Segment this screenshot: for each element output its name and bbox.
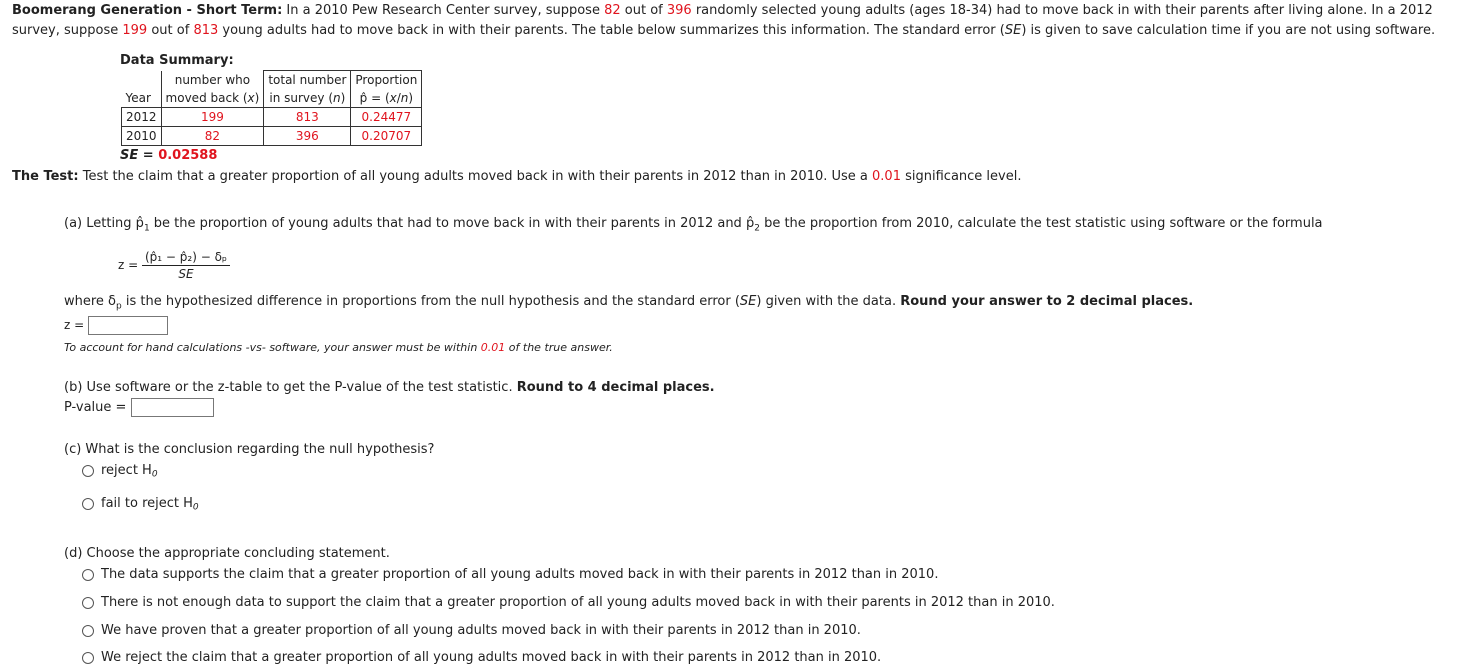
value-813: 813: [193, 23, 219, 38]
value-199: 199: [122, 23, 148, 38]
header-prop-bottom: p̂ = (x/n): [351, 89, 422, 108]
option-reject-h0[interactable]: reject H $_0$: [82, 462, 158, 480]
header-prop-top: Proportion: [351, 71, 422, 90]
tolerance-note: To account for hand calculations -vs- software, your answer must be within 0.01 of the true answer.: [64, 341, 613, 354]
alpha-value: 0.01: [872, 169, 901, 184]
z-answer-row: z =: [64, 316, 168, 335]
radio-button[interactable]: [82, 465, 94, 477]
part-a-where: where $\delta_p$ is the hypothesized difference in proportions from the null hypothesis and the standard error (SE) given with the data. Round your answer to 2 decimal places.: [64, 294, 1194, 312]
header-moved-bottom: moved back (x): [161, 89, 264, 108]
option-not-enough-data[interactable]: There is not enough data to support the claim that a greater proportion of all young adults moved back in with their parents in 2012 than in 2010.: [82, 595, 1055, 610]
option-reject-claim[interactable]: We reject the claim that a greater proportion of all young adults moved back in with their parents in 2012 than in 2010.: [82, 650, 881, 665]
problem-title: Boomerang Generation - Short Term:: [12, 3, 283, 18]
header-total-bottom: in survey (n): [264, 89, 351, 108]
radio-button[interactable]: [82, 498, 94, 510]
p-value-input[interactable]: [131, 398, 214, 417]
header-moved-top: number who: [161, 71, 264, 90]
radio-button[interactable]: [82, 597, 94, 609]
option-data-supports-claim[interactable]: The data supports the claim that a greater proportion of all young adults moved back in with their parents in 2012 than in 2010.: [82, 567, 938, 582]
value-396: 396: [666, 3, 692, 18]
data-summary-title: Data Summary:: [120, 53, 234, 68]
header-year: Year: [125, 91, 151, 105]
header-total-top: total number: [264, 71, 351, 90]
part-d-question: (d) Choose the appropriate concluding statement.: [64, 546, 390, 561]
part-a-question: (a) Letting $p̂_1$ be the proportion of young adults that had to move back in with their parents in 2012 and $p̂_2$ be the proportion from 2010, calculate the test statistic using software or the formula: [64, 216, 1323, 234]
option-fail-to-reject-h0[interactable]: fail to reject H $_0$: [82, 495, 199, 513]
table-row: 2010 82 396 0.20707: [122, 127, 422, 146]
radio-button[interactable]: [82, 625, 94, 637]
radio-button[interactable]: [82, 652, 94, 664]
table-row: 2012 199 813 0.24477: [122, 108, 422, 127]
pvalue-answer-row: P-value =: [64, 398, 214, 417]
standard-error: SE = 0.02588: [120, 148, 218, 163]
value-82: 82: [604, 3, 621, 18]
z-score-input[interactable]: [88, 316, 168, 335]
radio-button[interactable]: [82, 569, 94, 581]
test-statement: The Test: Test the claim that a greater proportion of all young adults moved back in with their parents in 2012 than in 2010. Use a 0.01 significance level.: [12, 169, 1022, 184]
problem-intro: Boomerang Generation - Short Term: In a 2010 Pew Research Center survey, suppose 82 out of 396 randomly selected young adults (ages 18-34) had to move back in with their parents after living alone. In a 2012 survey, suppose 199 out of 813 young adults had to move back in with their parents. The table below summarizes this information. The standard error (SE) is given to save calculation time if you are not using software.: [12, 3, 1436, 38]
option-proven-claim[interactable]: We have proven that a greater proportion of all young adults moved back in with their parents in 2012 than in 2010.: [82, 623, 861, 638]
part-c-question: (c) What is the conclusion regarding the null hypothesis?: [64, 442, 435, 457]
data-summary-table: [121, 70, 422, 146]
part-b-question: (b) Use software or the z-table to get the P-value of the test statistic. Round to 4 decimal places.: [64, 380, 715, 395]
test-statistic-formula: z = $\frac{\text{(p̂₁ − p̂₂) − δₚ}}{SE}$: [118, 250, 230, 281]
